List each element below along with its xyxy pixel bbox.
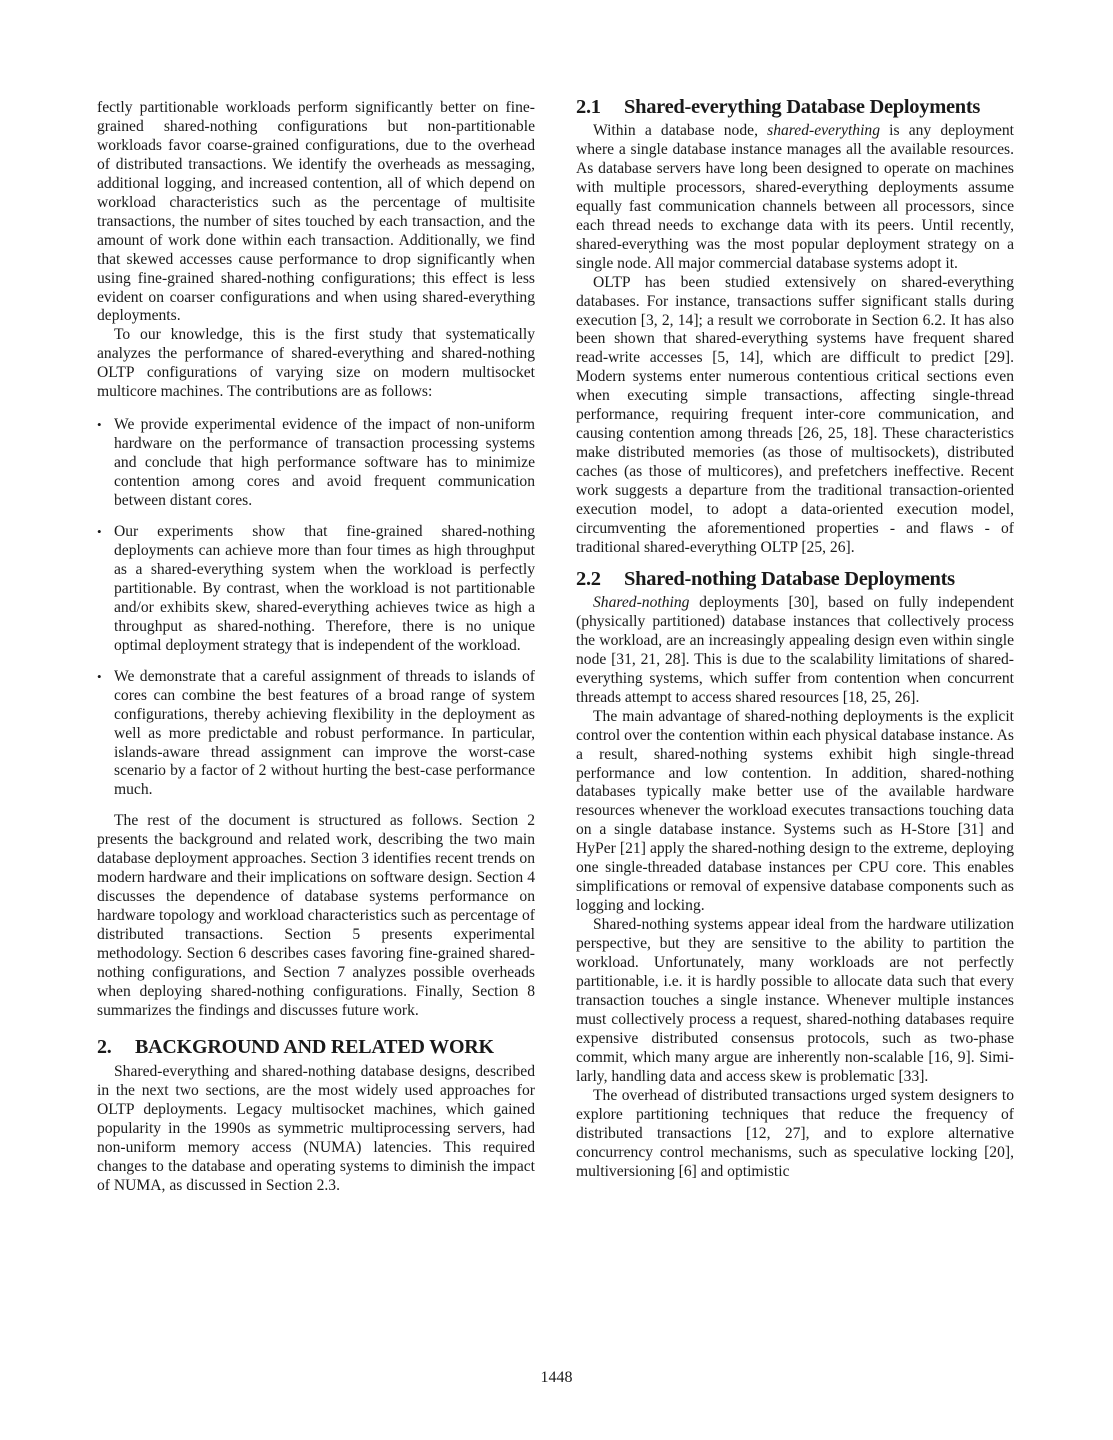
subsection-number: 2.1: [576, 96, 601, 118]
bullet-icon: •: [97, 524, 102, 540]
section-2-2-heading: [576, 567, 1014, 591]
bullet-icon: •: [97, 417, 102, 433]
emphasis-term: Shared-nothing: [593, 593, 690, 611]
section-2-2-paragraph-2: The main advantage of shared-nothing deployments is the explicit control over the contention within each physical database instance. As a result, shared-nothing systems exhibit high single-thread performance and low contention. In addition, shared-nothing databases typically make better use of the available hardware resources whenever the workload executes transactions touching data on a single database instance. Systems such as H-Store [31] and HyPer [21] apply the shared-nothing design to the extreme, deploying one single-threaded database instances per CPU core. This enables simplifications or removal of expensive database components such as logging and locking.: [576, 707, 1014, 915]
contributions-list: [97, 416, 535, 800]
contribution-text: We demonstrate that a careful assignment of threads to islands of cores can combine the best features of a broad range of system configurations, thereby achieving flexibility in the deployment as well as more predictable and robust performance. In particular, islands-aware thread assignment can improve the worst-case scenario by a factor of 2 without hurting the best-case performance much.: [114, 667, 535, 799]
right-column: [576, 95, 1014, 1181]
section-number: 2.: [97, 1035, 112, 1058]
section-2-paragraph: Shared-everything and shared-nothing database designs, described in the next two sections, are the most widely used approaches for OLTP deployments. Legacy multisocket machines, which gained popularity in the 1990s as symmetric multiprocessing servers, had non-uniform memory access (NUMA) latencies. This required changes to the database and operating systems to diminish the impact of NUMA, as discussed in Section 2.3.: [97, 1062, 535, 1194]
text-span: is any deployment where a single database instance manages all the available resources. As database servers have long been designed to operate on machines with multiple processors, shared-everything deployments assume equally fast communication channels between all processors, since each thread needs to exchange data with its peers. Until recently, shared-everything was the most popular deployment strategy on a single node. All major commercial database systems adopt it.: [576, 122, 1015, 272]
section-2-1-paragraph-1: [576, 122, 1014, 274]
section-2-2-paragraph-4: The overhead of distributed transactions urged system designers to explore partitioning techniques that reduce the frequency of distributed transactions [12, 27], and to explore alternative concurrency control mechanisms, such as speculative locking [20], multiversioning [6] and optimistic: [576, 1086, 1014, 1180]
intro-continuation-paragraph: fectly partitionable workloads perform significantly better on fine-grained shared-nothing configurations but non-partitionable workloads favor coarse-grained configurations, due to the overhead of distributed transactions. We identify the overheads as messaging, additional logging, and increased contention, all of which depend on workload characteristics such as the percentage of multisite transactions, the number of sites touched by each transaction, and the amount of work done within each transaction. Additionally, we find that skewed accesses cause performance to drop significantly when using fine-grained shared-nothing configurations; this effect is less evident on coarser configurations and when using shared-everything deployments.: [97, 99, 535, 325]
bullet-icon: •: [97, 668, 102, 684]
text-span: Within a database node,: [593, 122, 768, 139]
subsection-number: 2.2: [576, 567, 601, 590]
section-2-1-paragraph-2: OLTP has been studied extensively on shared-everything databases. For instance, transactions suffer significant stalls during execution [3, 2, 14]; a result we corroborate in Section 6.2. It has also been shown that shared-everything systems have frequent shared read-write accesses [5, 14], which are difficult to predict [29]. Modern systems enter numerous contentious critical sections even when executing simple transactions, affecting single-thread performance, requiring frequent inter-core communication, and causing contention among threads [26, 25, 18]. These characteristics make distributed memories (as those of multisockets), distributed caches (as those of multicores), and prefetchers ineffective. Recent work suggests a departure from the traditional transaction-oriented execution model, to adopt a data-oriented execution model, circumventing the aforementioned properties - and flaws - of traditional shared-everything OLTP [25, 26].: [576, 273, 1014, 556]
contribution-text: Our experiments show that fine-grained shared-nothing deployments can achieve more than four times as high throughput as a shared-everything system when the workload is perfectly partitionable. By contrast, when the workload is not partitionable and/or exhibits skew, shared-everything achieves twice as high a throughput as shared-nothing. Therefore, there is no unique optimal deployment strategy that is independent of the workload.: [114, 523, 535, 654]
subsection-title: Shared-nothing Database Deployments: [624, 567, 955, 590]
section-2-1-heading: [576, 95, 1014, 119]
left-column: [97, 99, 535, 1196]
contribution-item: [97, 668, 535, 801]
section-2-heading: [97, 1035, 535, 1059]
subsection-title: Shared-everything Database Deployments: [624, 96, 981, 118]
section-2-2-paragraph-3: Shared-nothing systems appear ideal from the hardware utilization perspective, but they are sensitive to the ability to partition the workload. Unfortunately, many workloads are not perfectly partitionable, i.e. it is hardly possible to allocate data such that every transaction touches a single instance. Whenever multiple instances must collectively process a request, shared-nothing databases require expensive distributed consensus protocols, such as two-phase commit, which many argue are inherently non-scalable [16, 9]. Similarly, handling data and access skew is problematic [33].: [576, 916, 1014, 1085]
document-structure-paragraph: The rest of the document is structured as follows. Section 2 presents the background and related work, describing the two main database deployment approaches. Section 3 identifies recent trends on modern hardware and their implications on software design. Section 4 discusses the dependence of database systems performance on hardware topology and workload characteristics such as percentage of distributed transactions. Section 5 presents experimental methodology. Section 6 describes cases favoring fine-grained shared-nothing configurations, and Section 7 analyzes possible overheads when deploying shared-nothing configurations. Finally, Section 8 summarizes the findings and discusses future work.: [97, 812, 535, 1019]
knowledge-paragraph: To our knowledge, this is the first study that systematically analyzes the performance of shared-everything and shared-nothing OLTP configurations of varying size on modern multisocket multicore machines. The contributions are as follows:: [97, 326, 535, 401]
emphasis-term: shared-everything: [767, 122, 880, 139]
text-span: deployments [30], based on fully independent (physically partitioned) database instances that collectively process the workload, are an increasingly appealing design even within single node [31, 21, 28]. This is due to the scalability limitations of shared-everything systems, which suffer from contention when concurrent threads attempt to access shared resources [18, 25, 26].: [576, 593, 1014, 706]
page-number: 1448: [540, 1369, 573, 1386]
contribution-text: We provide experimental evidence of the impact of non-uniform hardware on the performance of transaction processing systems and conclude that high performance software has to minimize contention among cores and avoid frequent communication between distant cores.: [114, 416, 535, 510]
section-title: BACKGROUND AND RELATED WORK: [135, 1035, 494, 1058]
contribution-item: [97, 523, 535, 656]
contribution-item: [97, 416, 535, 511]
section-2-2-paragraph-1: [576, 594, 1014, 708]
